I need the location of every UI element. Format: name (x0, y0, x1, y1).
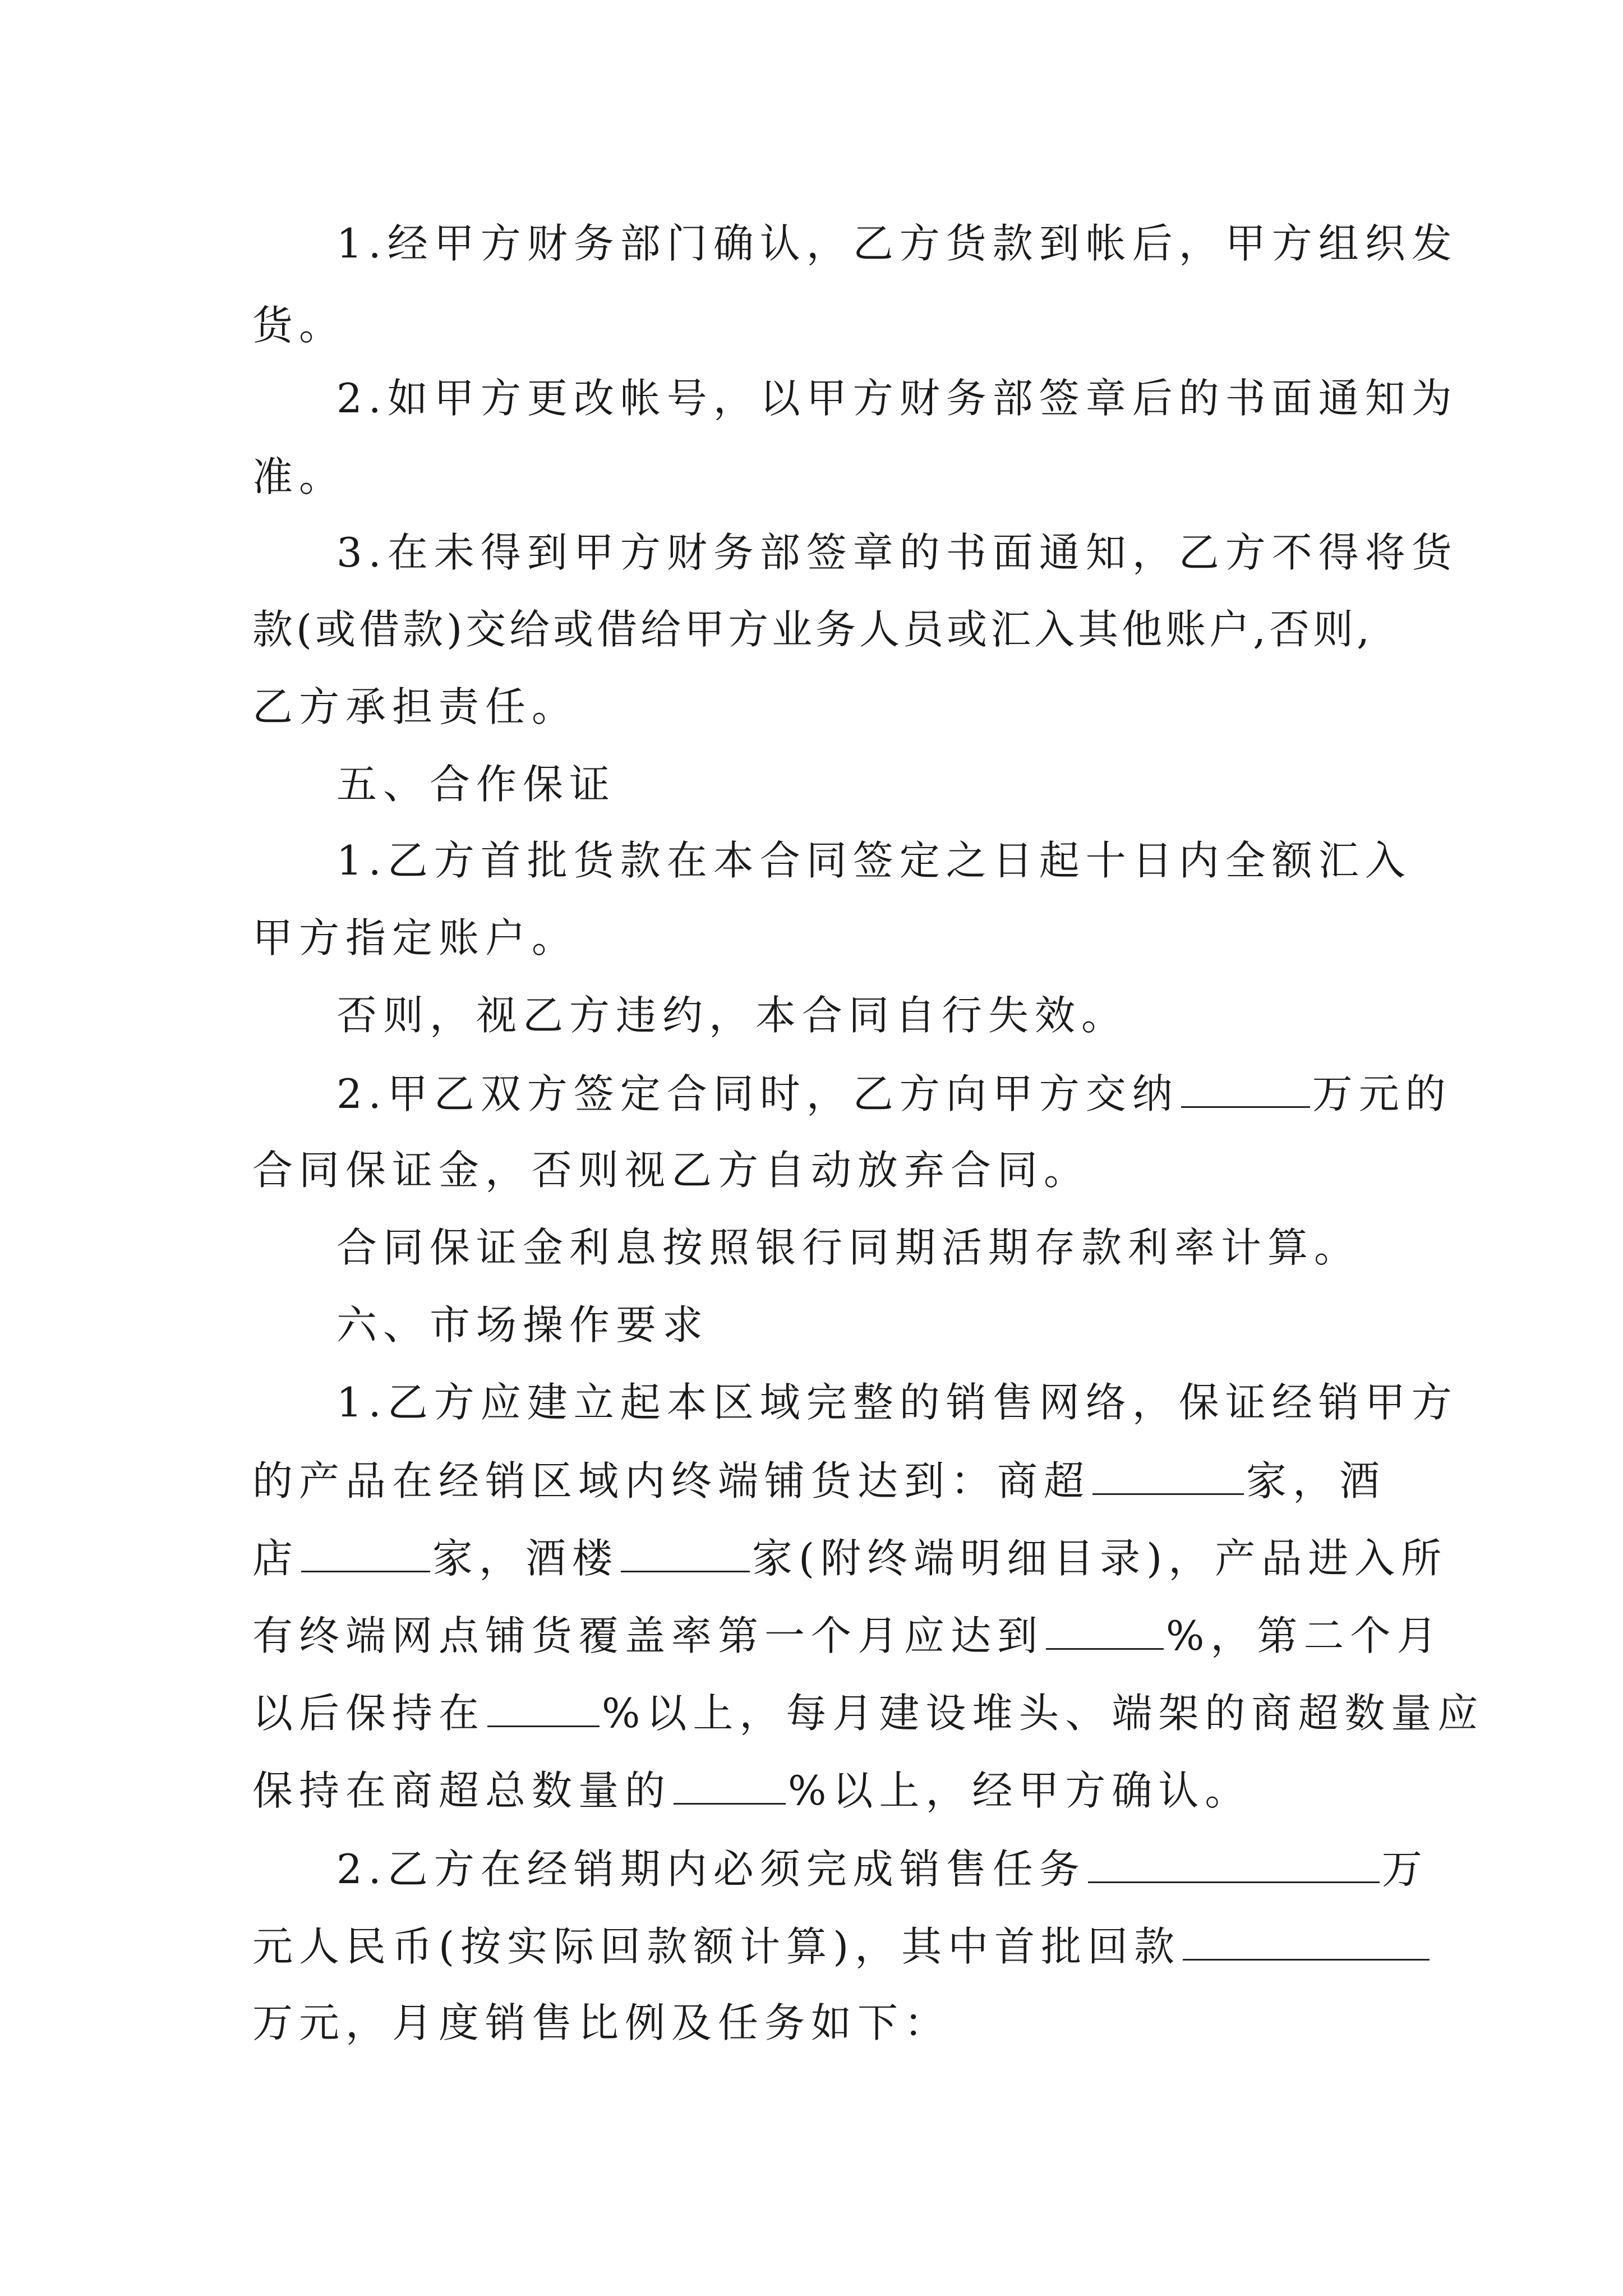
paragraph-line (336, 987, 1128, 1043)
text-run: 3.在未得到甲方财务部签章的书面通知，乙方不得将货 (336, 529, 1458, 576)
fill-in-blank (301, 1529, 430, 1572)
paragraph-line (252, 679, 578, 735)
text-run: 以后保持在 (252, 1690, 486, 1737)
fill-in-blank (1088, 1840, 1380, 1883)
text-run: 款(或借款)交给或借给甲方业务人员或汇入其他账户,否则, (252, 606, 1373, 653)
paragraph-line (336, 1374, 1458, 1430)
text-run: 有终端网点铺货覆盖率第一个月应达到 (252, 1612, 1044, 1659)
paragraph-line (336, 1220, 1361, 1276)
text-run: 甲方指定账户。 (252, 914, 579, 961)
text-run: 元人民币(按实际回款额计算)，其中首批回款 (252, 1923, 1181, 1970)
text-run: %以上，每月建设堆头、端架的商超数量应 (602, 1690, 1484, 1737)
section-heading (336, 756, 616, 812)
paragraph-line (252, 1529, 1447, 1586)
text-run: %，第二个月 (1166, 1612, 1444, 1659)
paragraph-line (252, 297, 345, 353)
paragraph-line (336, 832, 1412, 889)
text-run: 保持在商超总数量的 (252, 1767, 672, 1814)
text-run: 的产品在经销区域内终端铺货达到：商超 (252, 1457, 1091, 1504)
section-heading (336, 1297, 709, 1353)
fill-in-blank (487, 1684, 600, 1727)
text-run: 五、合作保证 (336, 761, 616, 808)
paragraph-line (336, 1065, 1452, 1122)
text-run: 2.甲乙双方签定合同时，乙方向甲方交纳 (336, 1070, 1179, 1117)
text-run: 家，酒楼 (432, 1535, 619, 1582)
text-run: 乙方承担责任。 (252, 683, 579, 730)
paragraph-line (252, 1607, 1443, 1664)
text-run: 2.乙方在经销期内必须完成销售任务 (336, 1846, 1086, 1893)
paragraph-line (252, 1761, 1251, 1819)
text-run: 货。 (252, 302, 346, 349)
text-run: 2.如甲方更改帐号，以甲方财务部签章后的书面通知为 (336, 375, 1458, 422)
paragraph-line (336, 524, 1458, 581)
text-run: 准。 (252, 453, 346, 500)
fill-in-blank (1181, 1065, 1310, 1108)
paragraph-line (252, 601, 1373, 657)
paragraph-line (252, 910, 578, 966)
paragraph-line (252, 1684, 1484, 1741)
fill-in-blank (1046, 1607, 1164, 1650)
text-run: %以上，经甲方确认。 (788, 1767, 1252, 1814)
text-run: 合同保证金利息按照银行同期活期存款利率计算。 (336, 1224, 1361, 1271)
paragraph-line (336, 370, 1458, 426)
text-run: 家(附终端明细目录)，产品进入所 (752, 1535, 1448, 1582)
text-run: 六、市场操作要求 (336, 1301, 709, 1349)
text-run: 店 (252, 1535, 299, 1582)
paragraph-line (252, 1917, 1432, 1975)
fill-in-blank (1183, 1917, 1430, 1961)
text-run: 万元的 (1312, 1070, 1452, 1117)
text-run: 万 (1381, 1846, 1428, 1893)
text-run: 家，酒 (1246, 1457, 1386, 1504)
fill-in-blank (1092, 1452, 1244, 1495)
paragraph-line (252, 1142, 1090, 1198)
text-run: 合同保证金，否则视乙方自动放弃合同。 (252, 1147, 1091, 1194)
text-run: 1.乙方应建立起本区域完整的销售网络，保证经销甲方 (336, 1379, 1458, 1426)
text-run: 否则，视乙方违约，本合同自行失效。 (336, 992, 1128, 1039)
paragraph-line (252, 1995, 951, 2051)
paragraph-line (336, 215, 1458, 272)
text-run: 万元，月度销售比例及任务如下： (252, 1999, 951, 2046)
paragraph-line (252, 449, 345, 505)
text-run: 1.经甲方财务部门确认，乙方货款到帐后，甲方组织发 (336, 220, 1458, 267)
paragraph-line (252, 1452, 1386, 1509)
text-run: 1.乙方首批货款在本合同签定之日起十日内全额汇入 (336, 837, 1412, 884)
fill-in-blank (674, 1761, 786, 1805)
fill-in-blank (621, 1529, 750, 1572)
paragraph-line (336, 1840, 1428, 1897)
